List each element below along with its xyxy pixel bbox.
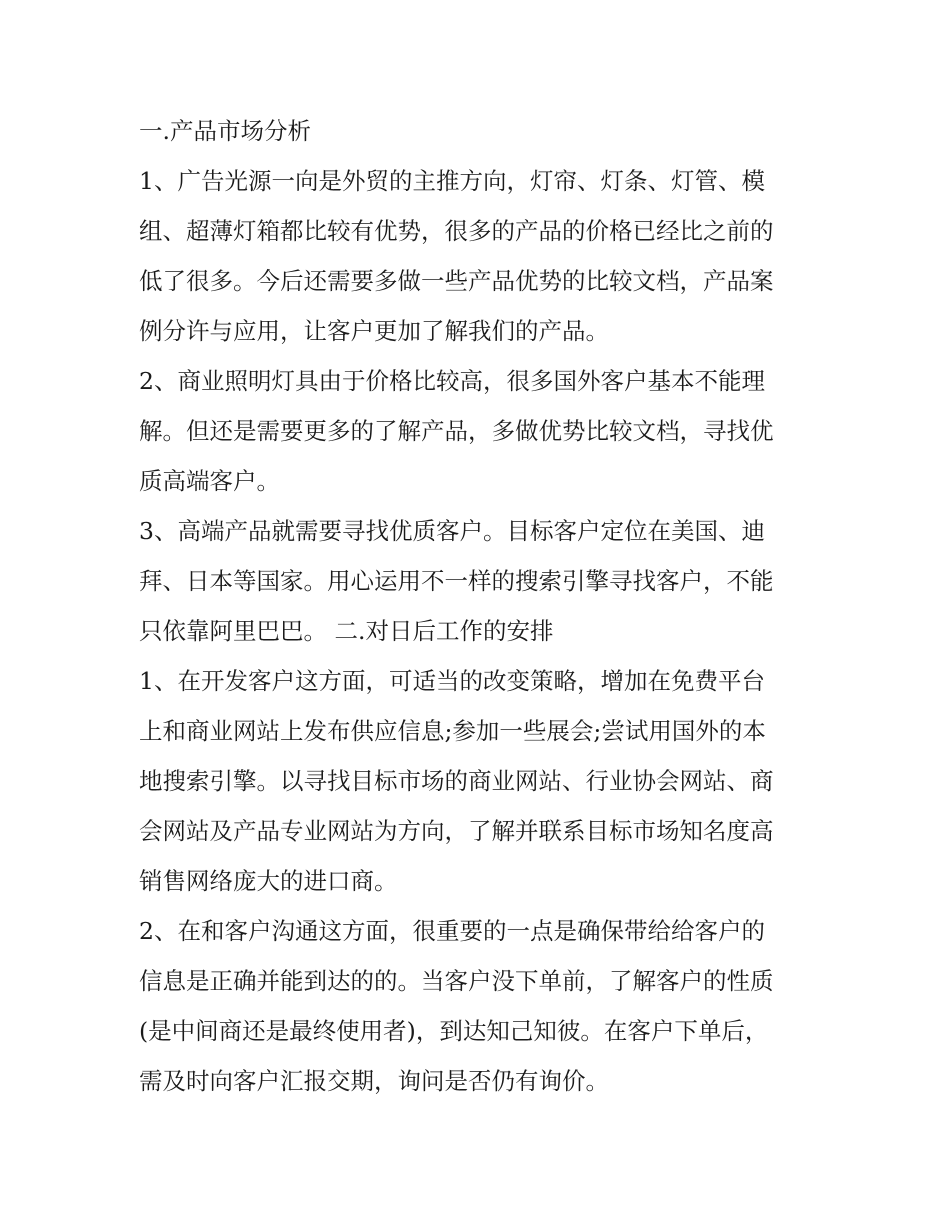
paragraph-line: 拜、日本等国家。用心运用不一样的搜索引擎寻找客户，不能 bbox=[139, 567, 774, 595]
paragraph-line: 需及时向客户汇报交期，询问是否仍有询价。 bbox=[139, 1067, 609, 1095]
section-heading-market-analysis: 一.产品市场分析 bbox=[139, 117, 311, 145]
paragraph-line: 例分许与应用，让客户更加了解我们的产品。 bbox=[139, 317, 609, 345]
paragraph-line: 地搜索引擎。以寻找目标市场的商业网站、行业协会网站、商 bbox=[139, 767, 774, 795]
paragraph-line: 销售网络庞大的进口商。 bbox=[139, 867, 398, 895]
document-body bbox=[139, 106, 819, 1106]
paragraph-line: 低了很多。今后还需要多做一些产品优势的比较文档，产品案 bbox=[139, 267, 774, 295]
paragraph-line: 2、商业照明灯具由于价格比较高，很多国外客户基本不能理 bbox=[139, 367, 765, 395]
paragraph-line: 信息是正确并能到达的的。当客户没下单前，了解客户的性质 bbox=[139, 967, 774, 995]
paragraph-line: (是中间商还是最终使用者)，到达知己知彼。在客户下单后， bbox=[139, 1017, 769, 1045]
paragraph-line: 3、高端产品就需要寻找优质客户。目标客户定位在美国、迪 bbox=[139, 517, 765, 545]
paragraph-line: 上和商业网站上发布供应信息;参加一些展会;尝试用国外的本 bbox=[139, 717, 766, 745]
paragraph-line: 会网站及产品专业网站为方向，了解并联系目标市场知名度高 bbox=[139, 817, 774, 845]
paragraph-line: 1、广告光源一向是外贸的主推方向，灯帘、灯条、灯管、模 bbox=[139, 167, 765, 195]
paragraph-line: 解。但还是需要更多的了解产品，多做优势比较文档，寻找优 bbox=[139, 417, 774, 445]
paragraph-line: 2、在和客户沟通这方面，很重要的一点是确保带给给客户的 bbox=[139, 917, 765, 945]
paragraph-line: 组、超薄灯箱都比较有优势，很多的产品的价格已经比之前的 bbox=[139, 217, 774, 245]
paragraph-line: 1、在开发客户这方面，可适当的改变策略，增加在免费平台 bbox=[139, 667, 765, 695]
paragraph-line-with-section-heading: 只依靠阿里巴巴。 二.对日后工作的安排 bbox=[139, 617, 554, 645]
paragraph-line: 质高端客户。 bbox=[139, 467, 280, 495]
